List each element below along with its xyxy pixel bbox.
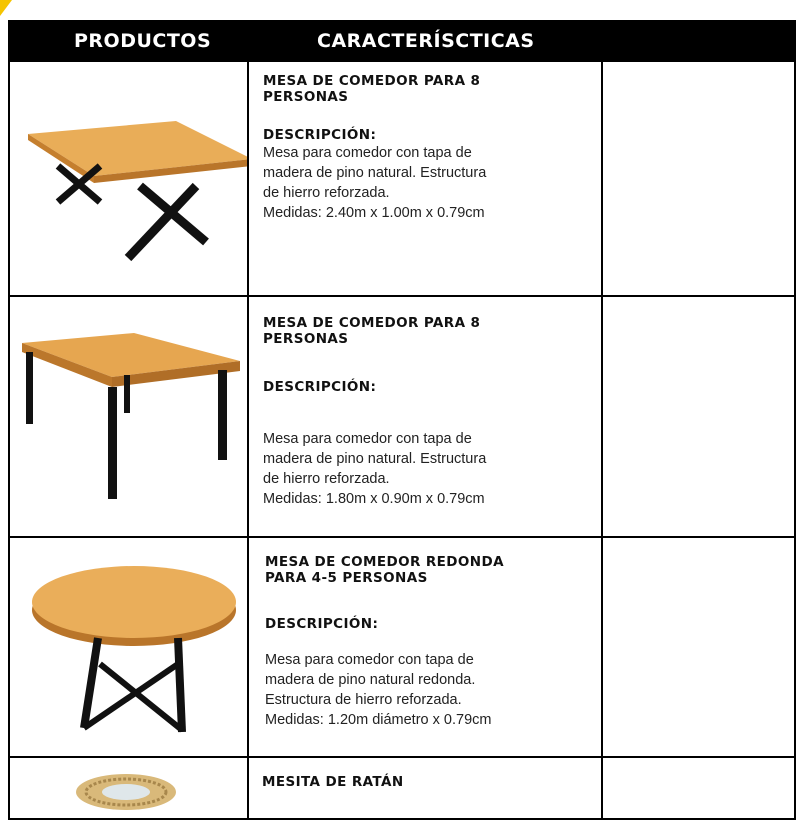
product-image-round-table-x-base [10,538,248,756]
description-label: DESCRIPCIÓN: [263,379,377,395]
product-image-cell [9,537,248,757]
product-title: MESA DE COMEDOR REDONDA PARA 4-5 PERSONAS [265,554,504,586]
header-features: CARACTERÍSCTICAS [248,21,795,61]
product-image-rattan-side-table [10,758,248,818]
product-description: Mesa para comedor con tapa de madera de pino natural redonda. Estructura de hierro reforzada. Medidas: 1.20m diámetro x 0.79cm [265,652,492,728]
description-cell [248,61,602,296]
corner-accent [0,0,12,16]
description-cell [248,296,602,537]
description-label: DESCRIPCIÓN: [265,616,379,632]
table-row [9,296,795,537]
product-title: MESA DE COMEDOR PARA 8 PERSONAS [263,73,481,105]
product-image-cell [9,296,248,537]
table-row [9,61,795,296]
product-image-cell [9,61,248,296]
product-description: Mesa para comedor con tapa de madera de pino natural. Estructura de hierro reforzada. Medidas: 2.40m x 1.00m x 0.79cm [263,145,487,221]
table-header-row [9,21,795,61]
table-row [9,757,795,819]
description-cell [248,757,602,819]
empty-cell [602,757,795,819]
product-description: Mesa para comedor con tapa de madera de pino natural. Estructura de hierro reforzada. Medidas: 1.80m x 0.90m x 0.79cm [263,431,487,507]
description-cell [248,537,602,757]
product-image-rectangular-table-straight-legs [10,297,248,536]
empty-cell [602,537,795,757]
product-table [8,20,796,820]
product-image-rectangular-table-x-legs [10,62,248,295]
empty-cell [602,296,795,537]
product-title: MESITA DE RATÁN [262,774,404,790]
header-products: PRODUCTOS [9,21,248,61]
product-title: MESA DE COMEDOR PARA 8 PERSONAS [263,315,481,347]
empty-cell [602,61,795,296]
product-image-cell [9,757,248,819]
description-label: DESCRIPCIÓN: [263,127,377,143]
table-row [9,537,795,757]
